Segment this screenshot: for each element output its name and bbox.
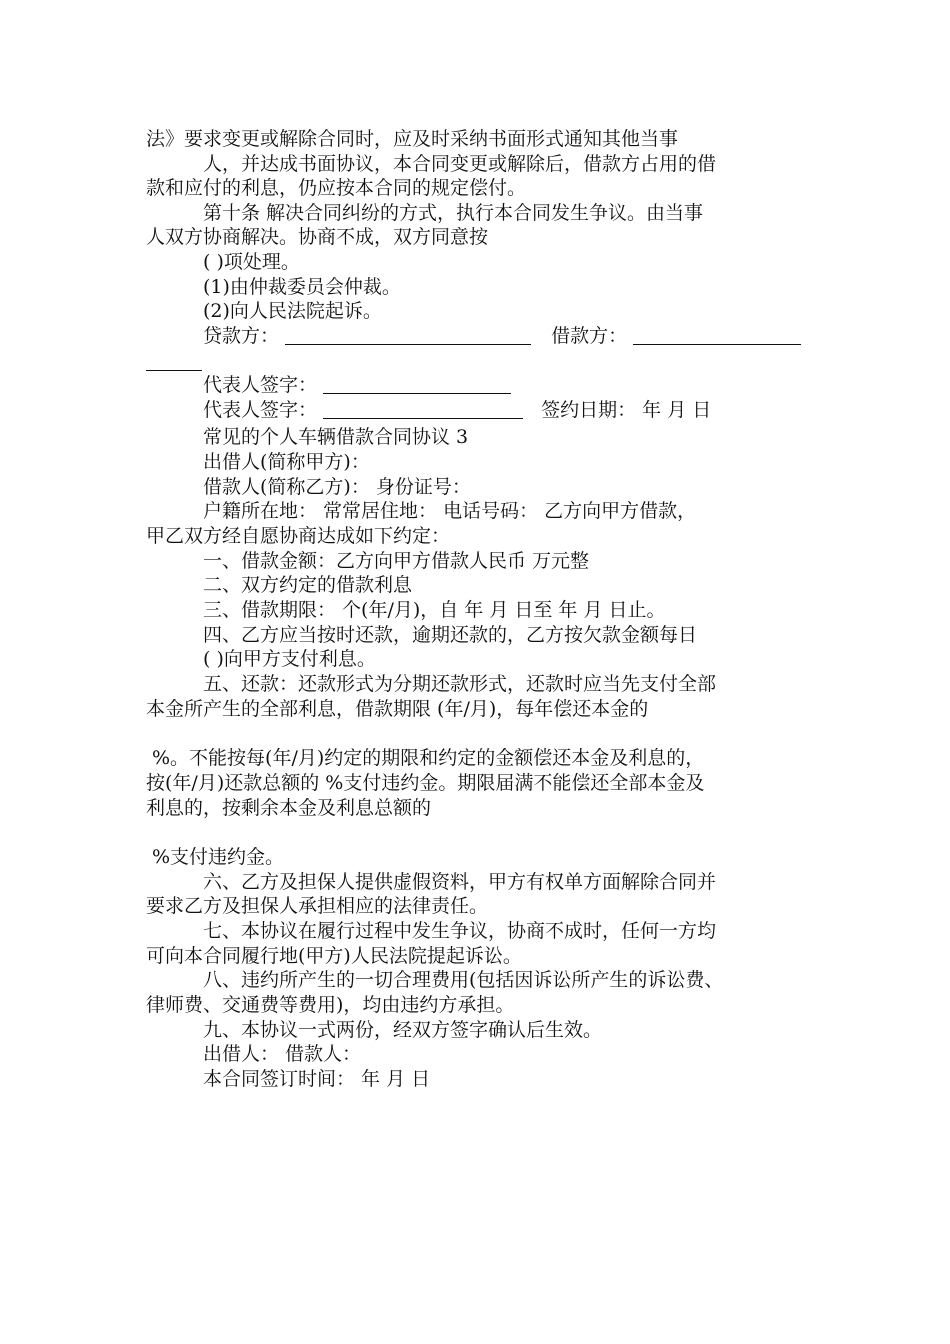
signature-line-parties	[203, 324, 873, 348]
text-line: 一、借款金额：乙方向甲方借款人民币 万元整	[203, 550, 590, 572]
lender-label: 贷款方：	[203, 325, 280, 347]
text-line: 户籍所在地： 常常居住地： 电话号码： 乙方向甲方借款，	[203, 500, 697, 522]
lender-signature-blank	[285, 326, 531, 345]
text-line: %。不能按每(年/月)约定的期限和约定的金额偿还本金及利息的，	[152, 747, 705, 769]
text-line: 三、借款期限： 个(年/月)，自 年 月 日至 年 月 日止。	[203, 599, 666, 621]
text-line: 五、还款：还款形式为分期还款形式，还款时应当先支付全部	[203, 673, 717, 695]
representative-signature-blank	[323, 400, 523, 419]
borrower-label: 借款方：	[551, 325, 628, 347]
text-line: 出借人(简称甲方)：	[203, 451, 370, 473]
text-line: 六、乙方及担保人提供虚假资料，甲方有权单方面解除合同并	[203, 871, 717, 893]
text-line: 出借人： 借款人：	[203, 1043, 362, 1065]
text-line: (1)由仲裁委员会仲裁。	[203, 276, 401, 298]
text-line: 按(年/月)还款总额的 %支付违约金。期限届满不能偿还全部本金及	[146, 772, 705, 794]
text-line: 可向本合同履行地(甲方)人民法院提起诉讼。	[146, 945, 522, 967]
signing-date: 签约日期： 年 月 日	[541, 399, 712, 421]
text-line: 七、本协议在履行过程中发生争议，协商不成时，任何一方均	[203, 920, 717, 942]
text-line: 人双方协商解决。协商不成，双方同意按	[146, 226, 489, 248]
representative-signature-line	[203, 373, 873, 397]
text-line: 款和应付的利息，仍应按本合同的规定偿付。	[146, 177, 527, 199]
text-line: (2)向人民法院起诉。	[203, 300, 382, 322]
text-line: 九、本协议一式两份，经双方签字确认后生效。	[203, 1019, 603, 1041]
text-line: 甲乙双方经自愿协商达成如下约定：	[146, 525, 451, 547]
text-line: 人，并达成书面协议，本合同变更或解除后，借款方占用的借	[203, 153, 717, 175]
text-line: 二、双方约定的借款利息	[203, 574, 413, 596]
representative-signature-blank	[323, 375, 511, 394]
text-line: 本合同签订时间： 年 月 日	[203, 1068, 431, 1090]
signature-blank-continuation	[146, 350, 816, 374]
borrower-signature-blank	[633, 326, 801, 345]
borrower-signature-blank-tail	[146, 352, 202, 371]
text-line: %支付违约金。	[152, 846, 285, 868]
text-line: 要求乙方及担保人承担相应的法律责任。	[146, 895, 489, 917]
representative-date-line	[203, 398, 873, 422]
section-title: 常见的个人车辆借款合同协议 3	[203, 426, 469, 448]
text-line: ( )项处理。	[203, 251, 300, 273]
text-line: 四、乙方应当按时还款，逾期还款的，乙方按欠款金额每日	[203, 624, 698, 646]
text-line: 借款人(简称乙方)： 身份证号：	[203, 476, 471, 498]
text-line: 第十条 解决合同纠纷的方式，执行本合同发生争议。由当事	[203, 202, 704, 224]
representative-label: 代表人签字：	[203, 374, 318, 396]
text-line: 本金所产生的全部利息，借款期限 (年/月)，每年偿还本金的	[146, 698, 649, 720]
representative-label: 代表人签字：	[203, 399, 318, 421]
text-line: 法》要求变更或解除合同时，应及时采纳书面形式通知其他当事	[146, 128, 679, 150]
text-line: 八、违约所产生的一切合理费用(包括因诉讼所产生的诉讼费、	[203, 969, 724, 991]
text-line: 利息的，按剩余本金及利息总额的	[146, 797, 432, 819]
text-line: ( )向甲方支付利息。	[203, 648, 376, 670]
text-line: 律师费、交通费等费用)，均由违约方承担。	[146, 994, 515, 1016]
